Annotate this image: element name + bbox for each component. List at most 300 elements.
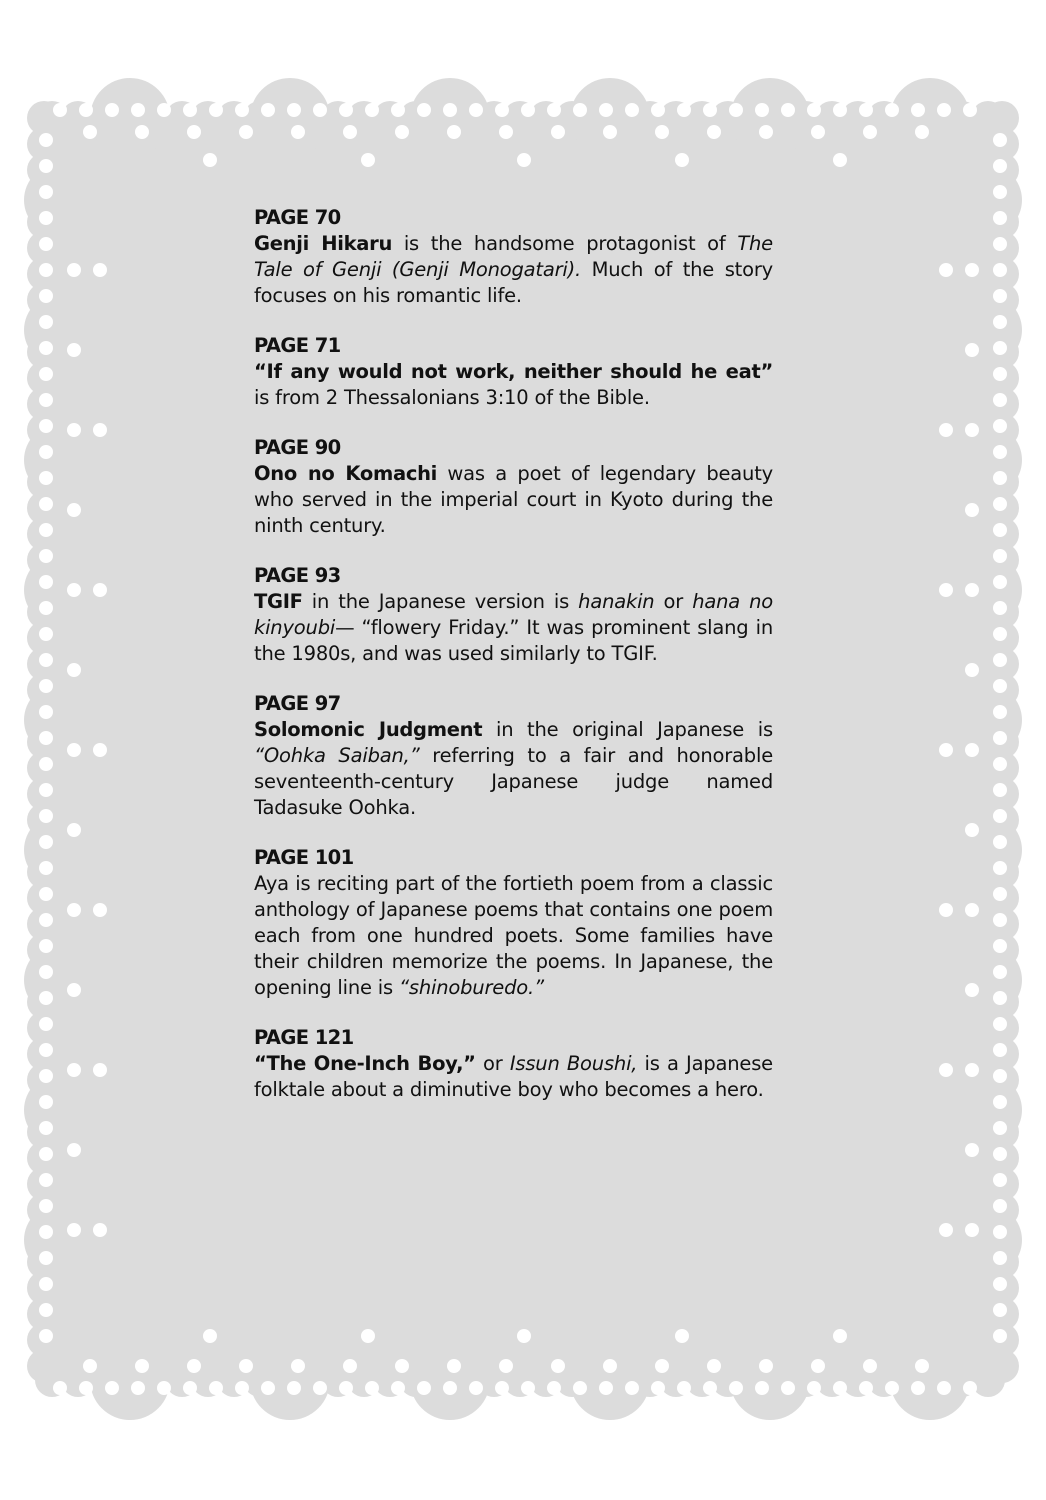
lace-dot <box>807 1381 821 1395</box>
scallop-bump <box>24 554 96 626</box>
lace-dot <box>599 103 613 117</box>
lace-dot <box>499 125 513 139</box>
scallop-bump <box>24 814 96 886</box>
lace-dot <box>993 1017 1007 1031</box>
lace-dot <box>291 1359 305 1373</box>
lace-dot <box>729 1381 743 1395</box>
lace-dot <box>833 1329 847 1343</box>
lace-dot <box>993 809 1007 823</box>
scallop-bump <box>24 1204 96 1276</box>
lace-dot <box>447 125 461 139</box>
lace-dot <box>863 1359 877 1373</box>
lace-dot <box>993 731 1007 745</box>
lace-dot <box>599 1381 613 1395</box>
lace-dot <box>417 103 431 117</box>
lace-dot <box>993 471 1007 485</box>
scallop-bump <box>410 1340 490 1420</box>
lace-dot <box>833 153 847 167</box>
scallop-bump <box>950 294 1022 366</box>
lace-dot <box>67 743 81 757</box>
lace-dot <box>343 125 357 139</box>
lace-dot <box>67 903 81 917</box>
lace-dot <box>187 1359 201 1373</box>
note-entry <box>254 563 773 667</box>
lace-dot <box>39 237 53 251</box>
lace-dot <box>39 1095 53 1109</box>
lace-dot <box>39 1303 53 1317</box>
lace-dot <box>939 903 953 917</box>
lace-dot <box>93 1223 107 1237</box>
lace-dot <box>521 103 535 117</box>
lace-dot <box>361 153 375 167</box>
lace-dot <box>39 913 53 927</box>
lace-dot <box>993 679 1007 693</box>
lace-dot <box>625 103 639 117</box>
lace-dot <box>547 103 561 117</box>
scallop-bump <box>950 684 1022 756</box>
lace-dot <box>993 185 1007 199</box>
lace-dot <box>965 903 979 917</box>
lace-dot <box>67 1143 81 1157</box>
lace-dot <box>703 103 717 117</box>
lace-dot <box>135 1359 149 1373</box>
note-text: in the Japanese version is <box>302 590 579 613</box>
scallop-bump <box>950 424 1022 496</box>
lace-dot <box>965 1063 979 1077</box>
lace-dot <box>993 1095 1007 1109</box>
lace-dot <box>863 125 877 139</box>
lace-dot <box>521 1381 535 1395</box>
lace-dot <box>939 1223 953 1237</box>
lace-dot <box>939 743 953 757</box>
scallop-bump <box>24 424 96 496</box>
scallop-bump <box>730 78 810 158</box>
note-term: Ono no Komachi <box>254 462 438 485</box>
lace-dot <box>39 809 53 823</box>
note-page-heading: PAGE 70 <box>254 206 341 229</box>
scallop-bump <box>24 164 96 236</box>
lace-dot <box>755 103 769 117</box>
translation-notes <box>254 205 773 1127</box>
note-text: referring to a fair and honorable seventeenth-century Japanese judge named Tadasuke Oohka. <box>254 744 773 819</box>
lace-dot <box>939 423 953 437</box>
lace-dot <box>965 343 979 357</box>
lace-dot <box>703 1381 717 1395</box>
lace-dot <box>993 133 1007 147</box>
lace-dot <box>993 627 1007 641</box>
lace-dot <box>93 583 107 597</box>
lace-dot <box>965 983 979 997</box>
note-body <box>254 717 773 821</box>
lace-dot <box>811 1359 825 1373</box>
lace-dot <box>39 211 53 225</box>
lace-dot <box>993 1225 1007 1239</box>
lace-dot <box>859 1381 873 1395</box>
lace-dot <box>39 393 53 407</box>
lace-dot <box>495 1381 509 1395</box>
lace-dot <box>39 263 53 277</box>
scallop-bump <box>950 1204 1022 1276</box>
lace-dot <box>395 125 409 139</box>
lace-dot <box>39 627 53 641</box>
lace-dot <box>39 1173 53 1187</box>
lace-dot <box>675 153 689 167</box>
lace-dot <box>651 103 665 117</box>
lace-dot <box>209 103 223 117</box>
lace-dot <box>707 1359 721 1373</box>
lace-dot <box>939 263 953 277</box>
note-page-heading: PAGE 90 <box>254 436 341 459</box>
scallop-bump <box>890 1340 970 1420</box>
scallop-bump <box>24 294 96 366</box>
lace-dot <box>993 939 1007 953</box>
lace-dot <box>759 125 773 139</box>
lace-dot <box>313 103 327 117</box>
lace-dot <box>517 153 531 167</box>
lace-dot <box>993 367 1007 381</box>
lace-dot <box>39 549 53 563</box>
lace-dot <box>39 289 53 303</box>
lace-dot <box>993 1069 1007 1083</box>
lace-dot <box>39 705 53 719</box>
lace-dot <box>39 731 53 745</box>
lace-dot <box>993 783 1007 797</box>
lace-dot <box>965 423 979 437</box>
lace-dot <box>39 419 53 433</box>
scallop-bump <box>24 684 96 756</box>
lace-dot <box>993 237 1007 251</box>
lace-dot <box>551 1359 565 1373</box>
scallop-bump <box>570 78 650 158</box>
lace-dot <box>993 1277 1007 1291</box>
lace-dot <box>915 1359 929 1373</box>
note-text: in the original Japanese is <box>482 718 773 741</box>
lace-dot <box>67 263 81 277</box>
lace-dot <box>993 757 1007 771</box>
lace-dot <box>499 1359 513 1373</box>
lace-dot <box>993 653 1007 667</box>
lace-dot <box>39 679 53 693</box>
lace-dot <box>39 185 53 199</box>
lace-dot <box>39 1121 53 1135</box>
lace-dot <box>677 103 691 117</box>
lace-dot <box>39 1069 53 1083</box>
lace-dot <box>67 583 81 597</box>
scallop-bump <box>24 944 96 1016</box>
lace-dot <box>993 1199 1007 1213</box>
lace-dot <box>39 939 53 953</box>
lace-dot <box>573 1381 587 1395</box>
lace-dot <box>67 983 81 997</box>
lace-dot <box>993 575 1007 589</box>
lace-dot <box>93 423 107 437</box>
lace-dot <box>39 367 53 381</box>
scallop-bump <box>90 1340 170 1420</box>
lace-dot <box>781 1381 795 1395</box>
lace-dot <box>939 583 953 597</box>
lace-dot <box>993 549 1007 563</box>
note-text: is from 2 Thessalonians 3:10 of the Bible. <box>254 386 650 409</box>
lace-dot <box>39 835 53 849</box>
lace-dot <box>79 1381 93 1395</box>
lace-dot <box>859 103 873 117</box>
lace-dot <box>361 1329 375 1343</box>
lace-dot <box>39 1017 53 1031</box>
note-text: is the handsome protagonist of <box>392 232 738 255</box>
lace-dot <box>39 523 53 537</box>
lace-dot <box>495 103 509 117</box>
note-text: is a Japanese folktale about a diminutive boy who becomes a hero. <box>254 1052 773 1101</box>
lace-dot <box>993 211 1007 225</box>
note-body <box>254 589 773 667</box>
lace-dot <box>39 1199 53 1213</box>
lace-dot <box>239 125 253 139</box>
lace-dot <box>993 523 1007 537</box>
note-term: Genji Hikaru <box>254 232 393 255</box>
note-italic-text: The Tale of Genji (Genji Monogatari). <box>254 232 773 281</box>
lace-dot <box>291 125 305 139</box>
lace-dot <box>343 1359 357 1373</box>
lace-dot <box>833 1381 847 1395</box>
lace-dot <box>781 103 795 117</box>
lace-dot <box>157 103 171 117</box>
lace-dot <box>39 887 53 901</box>
lace-dot <box>885 1381 899 1395</box>
lace-dot <box>993 1173 1007 1187</box>
lace-dot <box>39 991 53 1005</box>
lace-dot <box>339 1381 353 1395</box>
lace-dot <box>39 575 53 589</box>
lace-dot <box>39 783 53 797</box>
lace-dot <box>83 125 97 139</box>
lace-dot <box>603 125 617 139</box>
lace-dot <box>811 125 825 139</box>
note-page-heading: PAGE 93 <box>254 564 341 587</box>
lace-dot <box>447 1359 461 1373</box>
note-body <box>254 1051 773 1103</box>
lace-dot <box>39 1147 53 1161</box>
lace-dot <box>551 125 565 139</box>
lace-dot <box>993 1329 1007 1343</box>
lace-dot <box>39 1043 53 1057</box>
lace-dot <box>993 1251 1007 1265</box>
lace-dot <box>93 903 107 917</box>
lace-dot <box>105 103 119 117</box>
lace-dot <box>993 445 1007 459</box>
lace-dot <box>79 103 93 117</box>
note-text: — “flowery Friday.” It was prominent slang in the 1980s, and was used similarly to TGIF. <box>254 616 773 665</box>
lace-dot <box>93 263 107 277</box>
lace-dot <box>993 341 1007 355</box>
lace-dot <box>625 1381 639 1395</box>
lace-dot <box>287 1381 301 1395</box>
note-body <box>254 871 773 1001</box>
note-body <box>254 231 773 309</box>
lace-dot <box>39 133 53 147</box>
lace-dot <box>937 1381 951 1395</box>
lace-dot <box>469 103 483 117</box>
lace-dot <box>993 1121 1007 1135</box>
lace-dot <box>183 103 197 117</box>
scallop-bump <box>90 78 170 158</box>
lace-dot <box>39 159 53 173</box>
lace-dot <box>67 823 81 837</box>
note-italic-text: “Oohka Saiban,” <box>254 744 420 767</box>
lace-dot <box>833 103 847 117</box>
lace-dot <box>39 1277 53 1291</box>
lace-dot <box>993 887 1007 901</box>
lace-dot <box>39 601 53 615</box>
lace-dot <box>39 445 53 459</box>
lace-dot <box>391 1381 405 1395</box>
lace-dot <box>39 471 53 485</box>
lace-dot <box>365 1381 379 1395</box>
note-page-heading: PAGE 71 <box>254 334 341 357</box>
lace-dot <box>937 103 951 117</box>
note-term: “The One-Inch Boy,” <box>254 1052 476 1075</box>
lace-dot <box>469 1381 483 1395</box>
lace-dot <box>655 1359 669 1373</box>
note-text: Aya is reciting part of the fortieth poem from a classic anthology of Japanese poems that contains one poem each from one hundred poets. Some families have their children memorize the poems. In Japanese, the opening line is <box>254 872 773 999</box>
scallop-bump <box>950 554 1022 626</box>
note-page-heading: PAGE 101 <box>254 846 354 869</box>
lace-dot <box>53 1381 67 1395</box>
note-entry <box>254 1025 773 1103</box>
lace-dot <box>39 1225 53 1239</box>
lace-dot <box>993 913 1007 927</box>
lace-dot <box>655 125 669 139</box>
lace-dot <box>39 1251 53 1265</box>
lace-dot <box>391 103 405 117</box>
scallop-bump <box>730 1340 810 1420</box>
scallop <box>985 1349 1019 1383</box>
note-text: or <box>475 1052 510 1075</box>
lace-dot <box>187 125 201 139</box>
lace-dot <box>135 125 149 139</box>
note-body <box>254 359 773 411</box>
lace-dot <box>443 1381 457 1395</box>
lace-dot <box>993 705 1007 719</box>
lace-dot <box>261 103 275 117</box>
note-text: or <box>654 590 693 613</box>
scallop-bump <box>570 1340 650 1420</box>
lace-dot <box>915 125 929 139</box>
lace-dot <box>67 1223 81 1237</box>
lace-dot <box>993 263 1007 277</box>
lace-dot <box>729 103 743 117</box>
note-term: TGIF <box>254 590 303 613</box>
lace-dot <box>157 1381 171 1395</box>
note-italic-text: hana no kinyoubi <box>254 590 773 639</box>
lace-dot <box>203 153 217 167</box>
lace-dot <box>963 103 977 117</box>
lace-dot <box>235 103 249 117</box>
lace-dot <box>939 1063 953 1077</box>
lace-dot <box>993 1147 1007 1161</box>
lace-dot <box>965 743 979 757</box>
lace-dot <box>993 315 1007 329</box>
lace-dot <box>67 663 81 677</box>
lace-dot <box>203 1329 217 1343</box>
lace-dot <box>67 1063 81 1077</box>
lace-dot <box>261 1381 275 1395</box>
scallop-bump <box>250 78 330 158</box>
lace-dot <box>993 965 1007 979</box>
lace-dot <box>39 341 53 355</box>
scallop-bump <box>24 1074 96 1146</box>
note-body <box>254 461 773 539</box>
lace-dot <box>39 861 53 875</box>
scallop-bump <box>410 78 490 158</box>
lace-dot <box>993 861 1007 875</box>
lace-dot <box>677 1381 691 1395</box>
note-entry <box>254 205 773 309</box>
lace-dot <box>993 419 1007 433</box>
scallop-bump <box>950 1074 1022 1146</box>
lace-dot <box>105 1381 119 1395</box>
note-text: Much of the story focuses on his romantic life. <box>254 258 773 307</box>
lace-dot <box>993 991 1007 1005</box>
note-text: was a poet of legendary beauty who served in the imperial court in Kyoto during the ninth century. <box>254 462 773 537</box>
lace-dot <box>993 289 1007 303</box>
lace-dot <box>209 1381 223 1395</box>
scallop-bump <box>950 164 1022 236</box>
lace-dot <box>39 965 53 979</box>
lace-dot <box>993 835 1007 849</box>
lace-dot <box>963 1381 977 1395</box>
lace-dot <box>993 1043 1007 1057</box>
note-entry <box>254 435 773 539</box>
lace-dot <box>183 1381 197 1395</box>
note-entry <box>254 333 773 411</box>
lace-dot <box>675 1329 689 1343</box>
scallop-bump <box>950 814 1022 886</box>
scallop <box>27 1349 61 1383</box>
lace-dot <box>67 503 81 517</box>
lace-dot <box>83 1359 97 1373</box>
lace-dot <box>759 1359 773 1373</box>
lace-dot <box>885 103 899 117</box>
lace-dot <box>417 1381 431 1395</box>
lace-dot <box>39 497 53 511</box>
scallop-bump <box>950 944 1022 1016</box>
lace-dot <box>965 583 979 597</box>
lace-dot <box>287 103 301 117</box>
note-page-heading: PAGE 121 <box>254 1026 354 1049</box>
lace-dot <box>339 103 353 117</box>
lace-dot <box>39 757 53 771</box>
lace-dot <box>93 743 107 757</box>
note-entry <box>254 691 773 821</box>
note-italic-text: “shinoburedo.” <box>398 976 544 999</box>
lace-dot <box>993 497 1007 511</box>
lace-dot <box>67 343 81 357</box>
lace-dot <box>365 103 379 117</box>
note-italic-text: Issun Boushi, <box>509 1052 638 1075</box>
note-term: Solomonic Judgment <box>254 718 483 741</box>
lace-dot <box>965 823 979 837</box>
lace-dot <box>443 103 457 117</box>
lace-dot <box>93 1063 107 1077</box>
scallop-bump <box>890 78 970 158</box>
lace-dot <box>911 103 925 117</box>
lace-dot <box>239 1359 253 1373</box>
lace-dot <box>965 503 979 517</box>
lace-dot <box>53 103 67 117</box>
note-italic-text: hanakin <box>578 590 655 613</box>
note-entry <box>254 845 773 1001</box>
scallop-bump <box>250 1340 330 1420</box>
